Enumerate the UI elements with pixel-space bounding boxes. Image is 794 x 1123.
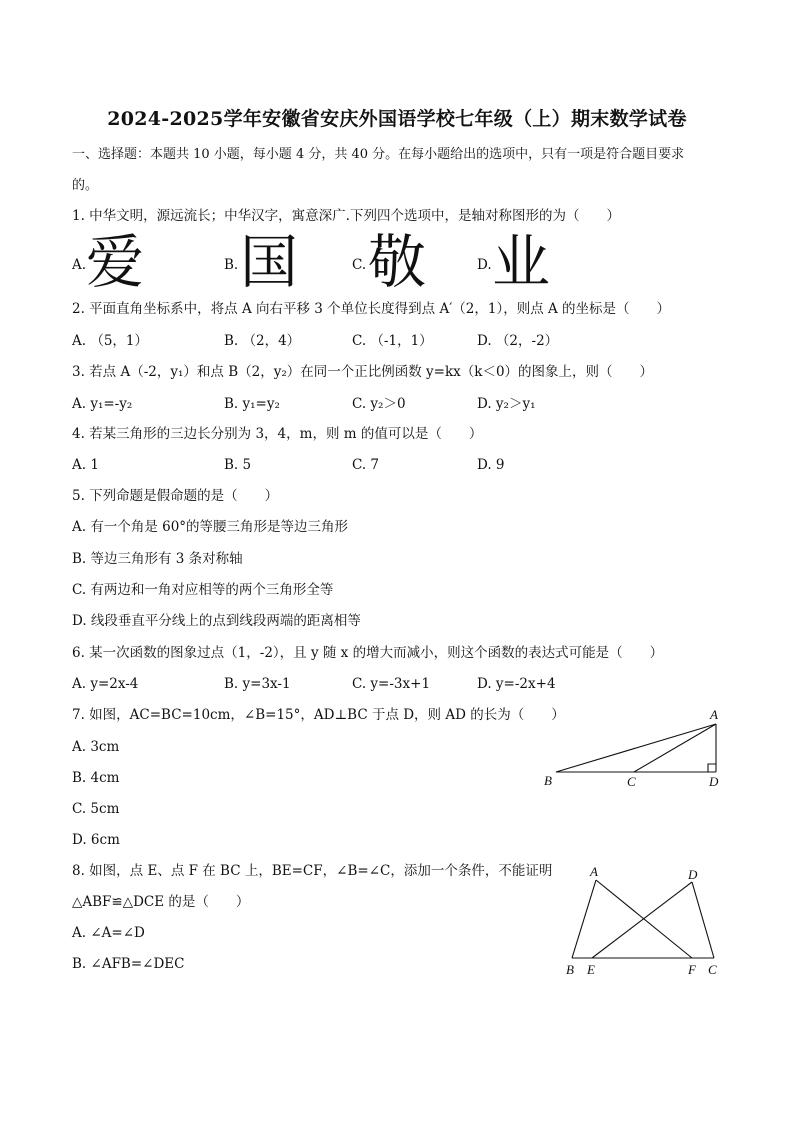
q1-option-c-label: C. bbox=[352, 257, 367, 273]
q3-option-a: A. y₁=-y₂ bbox=[72, 396, 133, 412]
q8-option-b: B. ∠AFB=∠DEC bbox=[72, 956, 185, 972]
q4-option-a: A. 1 bbox=[72, 457, 99, 473]
q3-option-d: D. y₂＞y₁ bbox=[477, 396, 536, 412]
q7-option-c: C. 5cm bbox=[72, 801, 120, 817]
question-8-stem-line1: 8. 如图，点 E、点 F 在 BC 上，BE=CF，∠B=∠C，添加一个条件，不能证明 bbox=[72, 863, 553, 879]
q7-segment-ac bbox=[634, 724, 716, 772]
q4-option-b: B. 5 bbox=[224, 457, 252, 473]
question-7-stem: 7. 如图，AC=BC=10cm，∠B=15°，AD⊥BC 于点 D，则 AD 的长为（ ） bbox=[72, 707, 565, 723]
q1-option-a-char: 爱 bbox=[86, 228, 145, 296]
q8-label-d: D bbox=[688, 867, 698, 882]
q8-label-f: F bbox=[688, 962, 696, 977]
q5-option-b: B. 等边三角形有 3 条对称轴 bbox=[72, 551, 243, 567]
q6-option-b: B. y=3x-1 bbox=[224, 676, 291, 692]
q6-option-d: D. y=-2x+4 bbox=[477, 676, 556, 692]
q1-option-b-label: B. bbox=[224, 257, 239, 273]
q4-option-d: D. 9 bbox=[477, 457, 505, 473]
q7-label-a: A bbox=[710, 707, 718, 722]
q7-option-b: B. 4cm bbox=[72, 770, 120, 786]
question-8-stem-line2: △ABF≌△DCE 的是（ ） bbox=[72, 894, 250, 910]
q8-quadrilateral-figure bbox=[556, 858, 736, 982]
q1-option-b-char: 国 bbox=[240, 228, 299, 296]
q3-option-b: B. y₁=y₂ bbox=[224, 396, 280, 412]
q2-option-d: D. （2，-2） bbox=[477, 333, 559, 349]
q8-segment-ab bbox=[572, 880, 596, 958]
q8-label-c: C bbox=[708, 962, 717, 977]
q8-label-b: B bbox=[566, 962, 574, 977]
exam-title: 2024-2025学年安徽省安庆外国语学校七年级（上）期末数学试卷 bbox=[107, 108, 687, 130]
q2-option-a: A. （5，1） bbox=[72, 333, 149, 349]
q1-option-a-label: A. bbox=[72, 257, 87, 273]
q1-option-d-char: 业 bbox=[492, 228, 551, 296]
q4-option-c: C. 7 bbox=[352, 457, 380, 473]
q7-option-a: A. 3cm bbox=[72, 739, 120, 755]
q1-option-d-label: D. bbox=[477, 257, 492, 273]
q7-right-angle-mark bbox=[708, 764, 716, 772]
q2-option-c: C. （-1，1） bbox=[352, 333, 433, 349]
q7-label-b: B bbox=[544, 773, 552, 788]
q8-segment-de bbox=[592, 882, 692, 958]
q3-option-c: C. y₂＞0 bbox=[352, 396, 406, 412]
question-3-stem: 3. 若点 A（-2，y₁）和点 B（2，y₂）在同一个正比例函数 y=kx（k＜0）的图象上，则（ ） bbox=[72, 364, 654, 380]
q8-label-a: A bbox=[590, 864, 598, 879]
section-instruction-line1: 一、选择题：本题共 10 小题，每小题 4 分，共 40 分。在每小题给出的选项中，只有一项是符合题目要求 bbox=[72, 147, 685, 162]
q7-segment-ab bbox=[556, 724, 716, 772]
question-2-stem: 2. 平面直角坐标系中，将点 A 向右平移 3 个单位长度得到点 A′（2，1），则点 A 的坐标是（ ） bbox=[72, 301, 671, 317]
q8-label-e: E bbox=[587, 962, 595, 977]
q7-label-d: D bbox=[709, 774, 719, 789]
question-4-stem: 4. 若某三角形的三边长分别为 3，4，m，则 m 的值可以是（ ） bbox=[72, 426, 483, 442]
q5-option-a: A. 有一个角是 60°的等腰三角形是等边三角形 bbox=[72, 519, 349, 535]
q2-option-b: B. （2，4） bbox=[224, 333, 301, 349]
question-6-stem: 6. 某一次函数的图象过点（1，-2），且 y 随 x 的增大而减小，则这个函数的表达式可能是（ ） bbox=[72, 645, 664, 661]
q6-option-c: C. y=-3x+1 bbox=[352, 676, 431, 692]
section-instruction-line2: 的。 bbox=[72, 178, 99, 193]
question-5-stem: 5. 下列命题是假命题的是（ ） bbox=[72, 488, 279, 504]
q8-option-a: A. ∠A=∠D bbox=[72, 925, 145, 941]
q5-option-c: C. 有两边和一角对应相等的两个三角形全等 bbox=[72, 582, 334, 598]
q8-segment-dc bbox=[692, 882, 714, 958]
q7-option-d: D. 6cm bbox=[72, 832, 120, 848]
q7-triangle-figure bbox=[536, 702, 736, 796]
q5-option-d: D. 线段垂直平分线上的点到线段两端的距离相等 bbox=[72, 613, 361, 629]
q1-option-c-char: 敬 bbox=[368, 228, 427, 296]
question-1-stem: 1. 中华文明，源远流长；中华汉字，寓意深广.下列四个选项中，是轴对称图形的为（ ） bbox=[72, 208, 620, 224]
q7-label-c: C bbox=[627, 774, 636, 789]
q6-option-a: A. y=2x-4 bbox=[72, 676, 139, 692]
